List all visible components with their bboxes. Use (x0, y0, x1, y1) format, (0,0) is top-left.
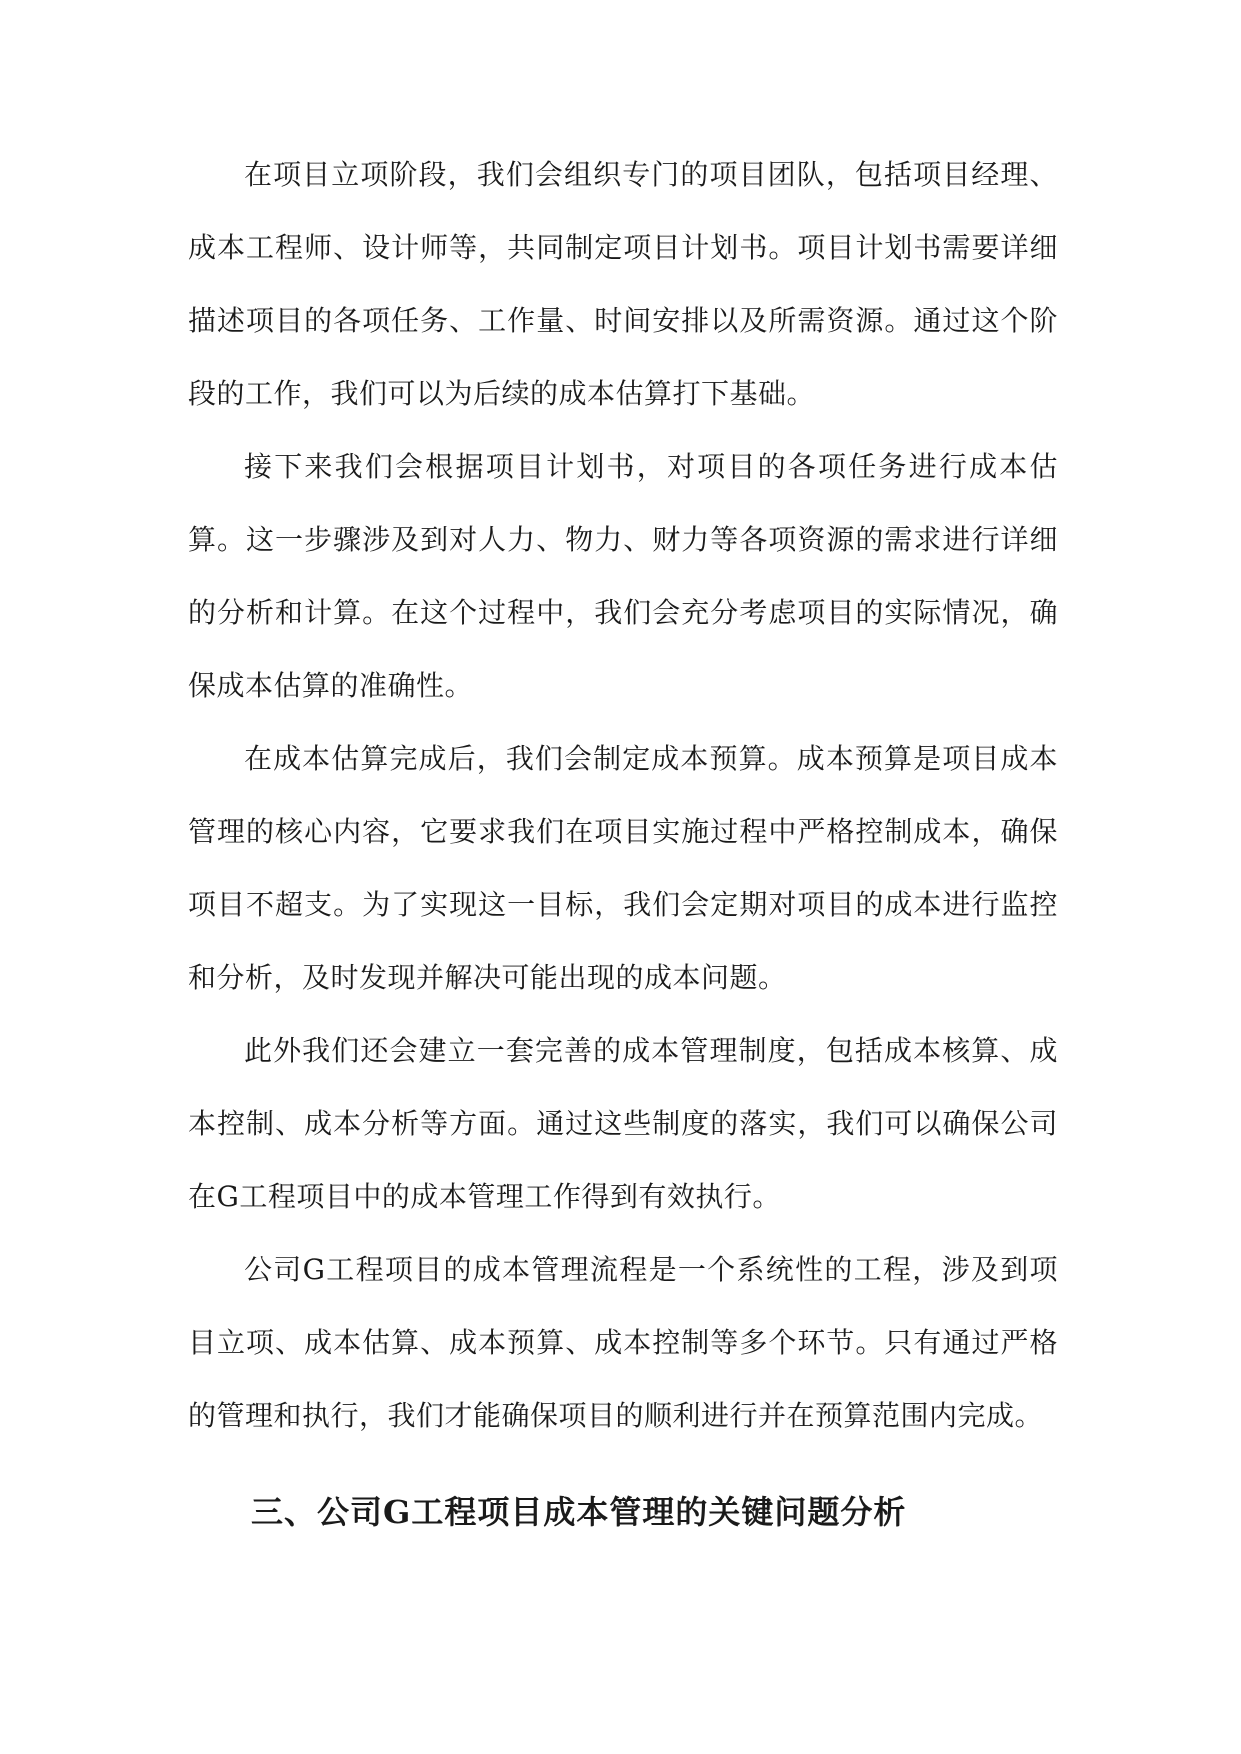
section-heading: 三、公司G工程项目成本管理的关键问题分析 (251, 1493, 907, 1531)
paragraph-cost-budget: 在成本估算完成后，我们会制定成本预算。成本预算是项目成本管理的核心内容，它要求我们在项目实施过程中严格控制成本，确保项目不超支。为了实现这一目标，我们会定期对项目的成本进行监控和分析，及时发现并解决可能出现的成本问题。 (188, 742, 1058, 994)
paragraph-project-initiation: 在项目立项阶段，我们会组织专门的项目团队，包括项目经理、成本工程师、设计师等，共同制定项目计划书。项目计划书需要详细描述项目的各项任务、工作量、时间安排以及所需资源。通过这个阶段的工作，我们可以为后续的成本估算打下基础。 (188, 158, 1058, 410)
paragraph-management-system: 此外我们还会建立一套完善的成本管理制度，包括成本核算、成本控制、成本分析等方面。通过这些制度的落实，我们可以确保公司在G工程项目中的成本管理工作得到有效执行。 (188, 1034, 1058, 1213)
paragraph-cost-estimation: 接下来我们会根据项目计划书，对项目的各项任务进行成本估算。这一步骤涉及到对人力、物力、财力等各项资源的需求进行详细的分析和计算。在这个过程中，我们会充分考虑项目的实际情况，确保成本估算的准确性。 (188, 450, 1058, 702)
paragraph-summary: 公司G工程项目的成本管理流程是一个系统性的工程，涉及到项目立项、成本估算、成本预算、成本控制等多个环节。只有通过严格的管理和执行，我们才能确保项目的顺利进行并在预算范围内完成。 (188, 1253, 1058, 1432)
body-text (188, 138, 1058, 1452)
